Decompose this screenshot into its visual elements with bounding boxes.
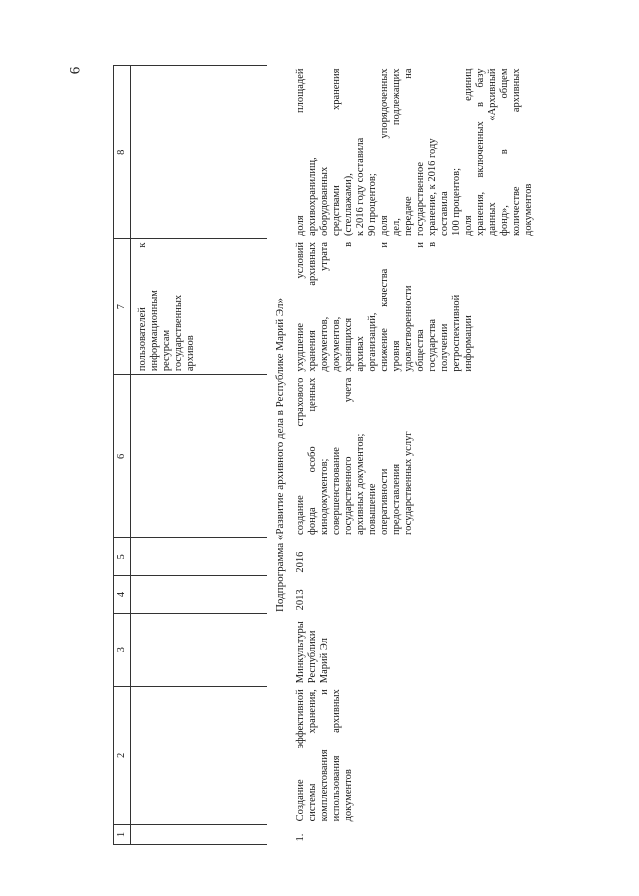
text-line: системы хранения, (307, 689, 318, 822)
text-line: дел, подлежащих (391, 68, 402, 236)
text-line: информации (463, 315, 474, 372)
text-line: государственных услуг (403, 431, 414, 535)
text-line: доля единиц (463, 68, 474, 236)
header-cell: 2 (114, 686, 131, 824)
text-line: государства в (427, 241, 438, 372)
text-line: пользователей к (137, 242, 148, 372)
text-line: организаций, (367, 312, 378, 372)
measures-table (113, 65, 535, 845)
text-line: оперативности (379, 468, 390, 535)
text-line: документов (523, 183, 534, 236)
text-line: архивах (355, 336, 366, 372)
text-line: доля площадей (295, 68, 306, 236)
text-line: архивных документов; (355, 433, 366, 535)
text-line: государственных (173, 294, 184, 372)
text-line: ухудшение условий (295, 241, 306, 372)
continuation-cell (131, 239, 268, 375)
text-line: государственное (415, 161, 426, 236)
text-line: документов, (331, 316, 342, 372)
text-line: Республики (307, 630, 318, 684)
start-year: 2013 (295, 589, 306, 611)
text-line: Минкультуры (295, 621, 306, 684)
text-line: количестве архивных (511, 68, 522, 236)
text-line: Марий Эл (319, 638, 330, 684)
continuation-row (131, 66, 268, 845)
table-row (293, 66, 535, 845)
text-line: использования архивных (331, 689, 342, 822)
text-line: повышение (367, 483, 378, 535)
header-cell: 6 (114, 375, 131, 538)
text-line: передаче на (403, 68, 414, 236)
indicator-cell (293, 66, 535, 239)
text-line: общества и (415, 241, 426, 372)
text-line: комплектования и (319, 689, 330, 822)
text-line: архивохранилищ, (307, 157, 318, 236)
text-line: ресурсам (161, 329, 172, 372)
text-line: 90 процентов; (367, 173, 378, 236)
text-line: данных «Архивный (487, 68, 498, 236)
header-cell: 4 (114, 576, 131, 614)
text-line: составила (439, 191, 450, 236)
table-header-row (114, 66, 131, 845)
rotated-content (113, 65, 633, 845)
text-line: информационным (149, 290, 160, 372)
expected-result-cell (293, 375, 535, 538)
text-line: документов, утрата (319, 241, 330, 372)
header-cell: 3 (114, 613, 131, 686)
text-line: фонд», в общем (499, 68, 510, 236)
header-cell: 5 (114, 538, 131, 576)
text-line: хранящихся в (343, 241, 354, 372)
text-line: снижение качества и (379, 241, 390, 372)
text-line: удовлетворенности (403, 285, 414, 372)
text-line: уровня (391, 340, 402, 372)
page-number: 6 (67, 66, 84, 75)
text-line: хранение, к 2016 году (427, 138, 438, 236)
text-line: кинодокументов; (319, 458, 330, 535)
text-line: средствами хранения (331, 68, 342, 236)
row-number: 1. (295, 833, 306, 842)
text-line: совершенствование (331, 447, 342, 535)
subprogram-row (267, 66, 293, 845)
text-line: государственного учета (343, 377, 354, 535)
executor-cell (293, 613, 535, 686)
header-cell: 1 (114, 824, 131, 844)
text-line: ретроспективной (451, 294, 462, 372)
header-cell: 7 (114, 239, 131, 375)
text-line: к 2016 году составила (355, 137, 366, 236)
subprogram-title: Подпрограмма «Развитие архивного дела в Республике Марий Эл» (274, 297, 286, 613)
text-line: предоставления (391, 463, 402, 535)
text-line: архивов (185, 335, 196, 372)
text-line: Создание эффективной (295, 689, 306, 822)
measure-name-cell (293, 686, 535, 824)
header-cell: 8 (114, 66, 131, 239)
text-line: доля упорядоченных (379, 68, 390, 236)
text-line: получении (439, 323, 450, 372)
text-line: хранения архивных (307, 241, 318, 372)
text-line: 100 процентов; (451, 167, 462, 236)
text-line: документов (343, 769, 354, 822)
text-line: фонда особо ценных (307, 377, 318, 535)
text-line: (стеллажами), (343, 173, 354, 236)
end-year: 2016 (295, 551, 306, 573)
consequence-cell (293, 239, 535, 375)
text-line: оборудованных (319, 166, 330, 236)
text-line: создание страхового (295, 377, 306, 535)
text-line: хранения, включенных в базу (475, 68, 486, 236)
